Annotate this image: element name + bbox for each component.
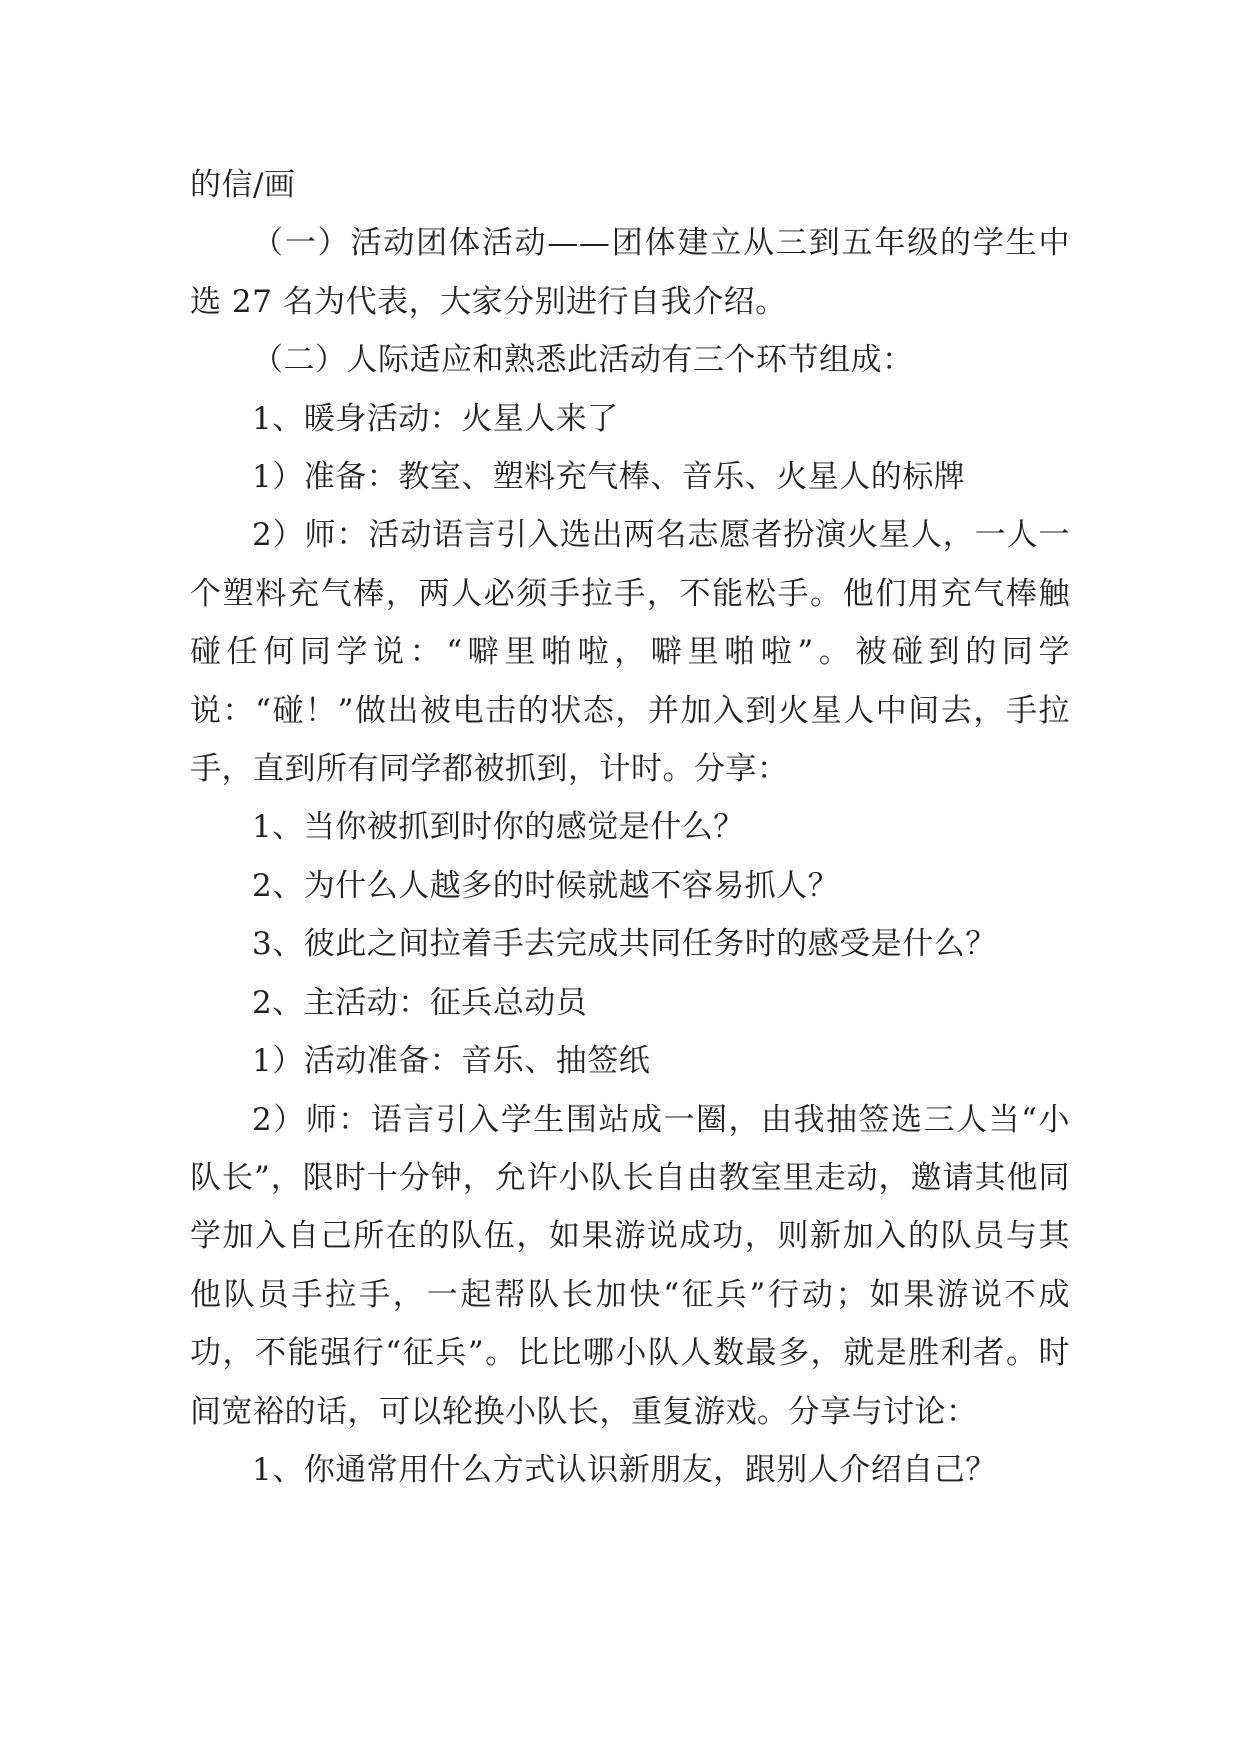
paragraph-main-activity-title: 2、主活动：征兵总动员 [252,984,588,1021]
paragraph-discussion-1: 1、你通常用什么方式认识新朋友，跟别人介绍自己？ [252,1451,997,1488]
paragraph-team-activity: （一）活动团体活动——团体建立从三到五年级的学生中选 27 名为代表，大家分别进行自我介绍。 [190,225,1070,320]
paragraph-warmup-title: 1、暖身活动：火星人来了 [252,400,619,437]
paragraph-question-2: 2、为什么人越多的时候就越不容易抓人？ [252,867,840,904]
paragraph-main-activity-prep: 1）活动准备：音乐、抽签纸 [252,1043,651,1080]
paragraph-main-activity-teacher: 2）师：语言引入学生围站成一圈，由我抽签选三人当“小队长”，限时十分钟，允许小队长自由教室里走动，邀请其他同学加入自己所在的队伍，如果游说成功，则新加入的队员与其他队员手拉手，一起帮队长加快“征兵”行动；如果游说不成功，不能强行“征兵”。比比哪小队人数最多，就是胜利者。时间宽裕的话，可以轮换小队长，重复游戏。分享与讨论： [190,1101,1070,1430]
paragraph-warmup-prep: 1）准备：教室、塑料充气棒、音乐、火星人的标牌 [252,459,966,496]
paragraph-question-1: 1、当你被抓到时你的感觉是什么？ [252,809,745,846]
paragraph-continuation: 的信/画 [190,167,296,203]
paragraph-warmup-teacher: 2）师：活动语言引入选出两名志愿者扮演火星人，一人一个塑料充气棒，两人必须手拉手，不能松手。他们用充气棒触碰任何同学说：“噼里啪啦，噼里啪啦”。被碰到的同学说：“碰！”做出被电击的状态，并加入到火星人中间去，手拉手，直到所有同学都被抓到，计时。分享： [190,517,1070,788]
paragraph-question-3: 3、彼此之间拉着手去完成共同任务时的感受是什么？ [252,926,997,963]
paragraph-interpersonal: （二）人际适应和熟悉此活动有三个环节组成： [252,342,914,379]
document-body [190,156,1070,1499]
